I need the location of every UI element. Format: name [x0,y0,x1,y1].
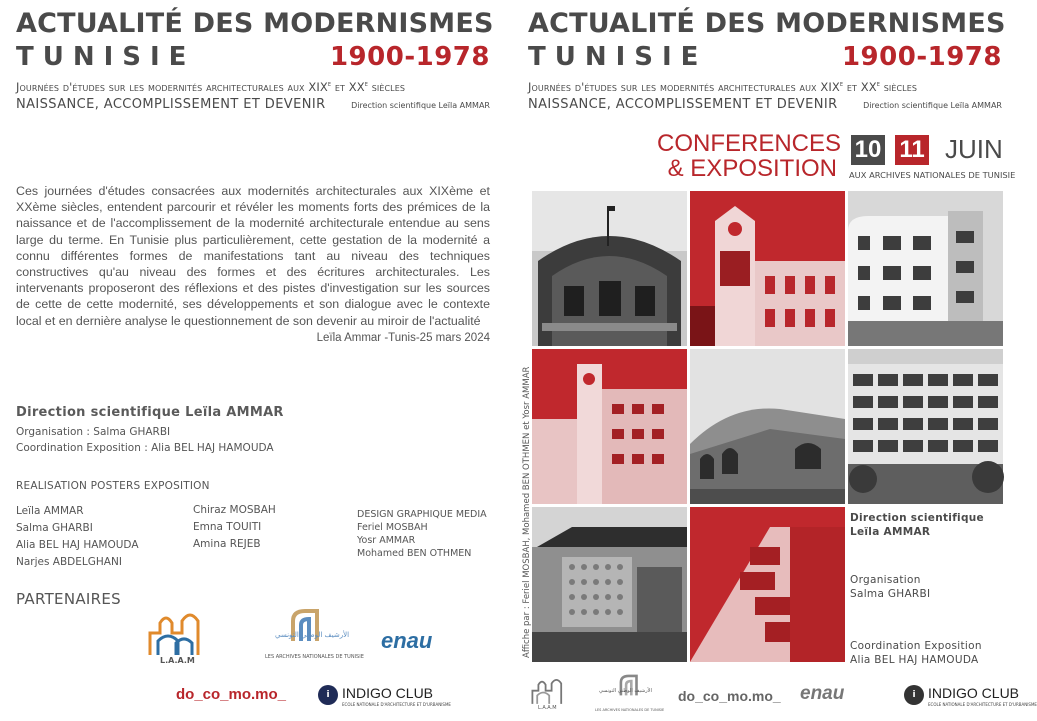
enau-label: enau [381,628,433,653]
archives-logo [265,607,364,667]
indigo-sublabel: ECOLE NATIONALE D'ARCHITECTURE ET D'URBANISME [342,702,451,707]
indigo-club-logo [904,683,1037,707]
laam-arch-icon [530,676,566,706]
subtitle-line: Journées d'études sur les modernités architecturales aux XIXe et XXe siècles [16,80,406,94]
photo-theatre-building [532,507,687,662]
realisation-col-2 [193,502,276,553]
info-direction-label: Direction scientifique [850,512,984,524]
photo-red-tower [532,349,687,504]
laam-arch-icon [146,611,206,656]
realisation-col-1 [16,503,139,571]
enau-label: enau [800,683,845,704]
list-item: Yosr AMMAR [357,535,416,546]
list-item: Feriel MOSBAH [357,522,428,533]
page-title: ACTUALITÉ DES MODERNISMES [528,8,1006,39]
photo-grid-facade [848,349,1003,504]
list-item: Mohamed BEN OTHMEN [357,548,472,559]
enau-logo [381,628,432,654]
indigo-label: INDIGO CLUB [342,685,434,701]
coordination-credit: Coordination Exposition : Alia BEL HAJ HAMOUDA [16,442,274,454]
country-title: TUNISIE [528,42,708,72]
list-item: Amina REJEB [193,538,261,550]
archives-arabic-label: الأرشيف الوطني التونسي [275,631,350,639]
left-page [0,0,512,721]
info-organisation-label: Organisation [850,574,921,586]
archives-label: LES ARCHIVES NATIONALES DE TUNISIE [265,654,364,660]
laam-label: L.A.A.M [160,656,195,665]
photo-arched-building [690,349,845,504]
laam-label: L.A.A.M [538,705,557,711]
photo-apartment-building [848,191,1003,346]
partners-heading: PARTENAIRES [16,590,121,608]
list-item: Alia BEL HAJ HAMOUDA [16,539,139,551]
subtitle-theme: NAISSANCE, ACCOMPLISSEMENT ET DEVENIR [528,97,838,112]
list-item: Chiraz MOSBAH [193,504,276,516]
page-title: ACTUALITÉ DES MODERNISMES [16,8,494,39]
list-item: Narjes ABDELGHANI [16,556,122,568]
direction-small: Direction scientifique Leïla AMMAR [863,101,1002,110]
indigo-label: INDIGO CLUB [928,685,1020,701]
laam-logo [146,611,206,666]
right-page [512,0,1037,721]
years-label: 1900-1978 [841,42,1002,72]
list-item: Emna TOUITI [193,521,262,533]
conferences-heading: CONFERENCES & EXPOSITION [657,130,842,182]
subtitle-theme: NAISSANCE, ACCOMPLISSEMENT ET DEVENIR [16,97,326,112]
intro-signature: Leïla Ammar -Tunis-25 mars 2024 [316,332,490,344]
poster-credit-vertical: Affiche par : Feriel MOSBAH, Mohamed BEN OTHMEN et Yosr AMMAR [522,366,532,658]
organisation-credit: Organisation : Salma GHARBI [16,426,171,438]
info-organisation-name: Salma GHARBI [850,588,931,600]
photo-ornate-building [532,191,687,346]
docomomo-logo: do_co_mo.mo_ [176,686,287,703]
indigo-circle-icon: i [318,685,338,705]
photo-red-clocktower [690,191,845,346]
archives-arabic-label: الأرشيف الوطني التونسي [599,688,652,694]
archives-logo [595,672,665,717]
direction-heading: Direction scientifique Leïla AMMAR [16,405,284,420]
date-month: JUIN [945,134,1003,164]
info-coordination-name: Alia BEL HAJ HAMOUDA [850,654,979,666]
enau-logo [800,683,844,705]
list-item: Leïla AMMAR [16,505,84,517]
archives-emblem-icon [617,672,643,698]
info-coordination-label: Coordination Exposition [850,640,982,652]
venue-label: AUX ARCHIVES NATIONALES DE TUNISIE [849,170,1016,180]
date-day-11: 11 [895,135,929,165]
indigo-sublabel: ECOLE NATIONALE D'ARCHITECTURE ET D'URBANISME [928,702,1037,707]
laam-logo [530,676,570,712]
design-credits [357,508,487,560]
info-direction-name: Leïla AMMAR [850,526,931,538]
list-item: Salma GHARBI [16,522,93,534]
indigo-circle-icon: i [904,685,924,705]
archives-label: LES ARCHIVES NATIONALES DE TUNISIE [595,708,665,712]
indigo-club-logo [318,683,451,707]
realisation-heading: REALISATION POSTERS EXPOSITION [16,480,210,492]
date-day-10: 10 [851,135,885,165]
docomomo-logo: do_co_mo.mo_ [678,688,781,704]
design-heading: DESIGN GRAPHIQUE MEDIA [357,509,487,520]
intro-paragraph: Ces journées d'études consacrées aux modernités architecturales aux XIXème et XXème siècles, entendent parcourir et révéler les moments forts des prémices de la naissance et de l'accomplissement de la modernité architecturale entendue au sens large du terme. En Tunisie plus particulièrement, cette gestation de la modernité a connu différentes formes de manifestations tant au niveau des techniques constructives qu'au niveau des formes et des écritures architecturales. Les intervenants proposeront des réflexions et des pistes d'investigation sur les sources de cette de cette modernité, ses développements et son dialogue avec le contexte local et en dernière analyse le questionnement de son devenir au miroir de l'actualité [16,184,490,328]
subtitle-line: Journées d'études sur les modernités architecturales aux XIXe et XXe siècles [528,80,918,94]
photo-red-balconies [690,507,845,662]
years-label: 1900-1978 [329,42,490,72]
country-title: TUNISIE [16,42,196,72]
direction-small: Direction scientifique Leïla AMMAR [351,101,490,110]
